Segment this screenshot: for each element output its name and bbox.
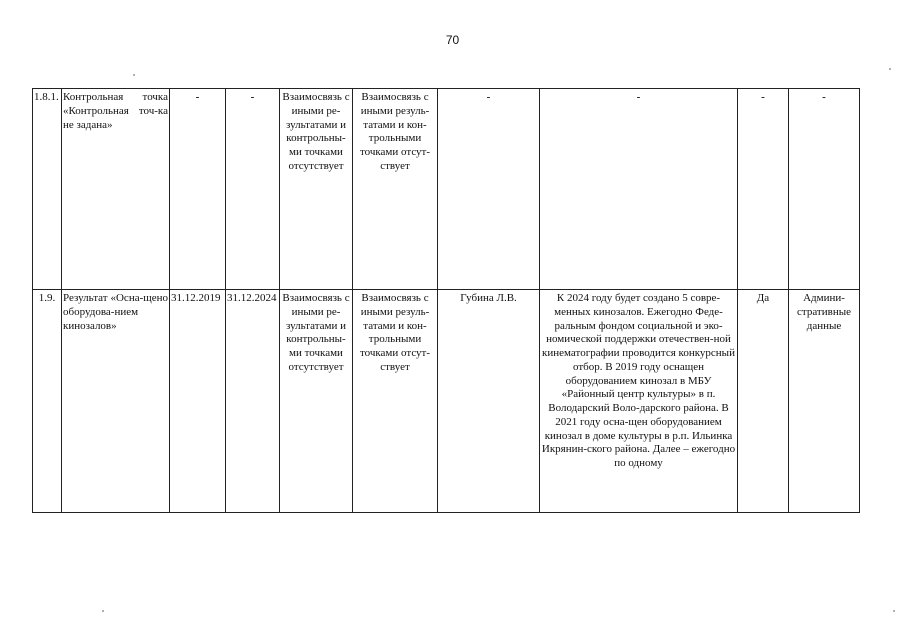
result-name-cell: Результат «Осна-щено оборудова-нием кинозалов» [62, 290, 170, 513]
control-point-name-cell: Контрольная точка «Контрольная точ-ка не задана» [62, 89, 170, 290]
page-number: 70 [445, 33, 460, 47]
link-results-cell: Взаимосвязь с иными ре-зультатами и контрольны-ми точками отсутствует [280, 290, 353, 513]
responsible-cell: - [438, 89, 540, 290]
end-date-cell: 31.12.2024 [226, 290, 280, 513]
row-number-cell: 1.8.1. [33, 89, 62, 290]
description-cell: К 2024 году будет создано 5 совре-менных кинозалов. Ежегодно Феде-ральным фондом социальной и эко-номической поддержки отечествен-ной кинематографии проводится конкурсный отбор. В 2019 году оснащен оборудованием кинозал в МБУ «Районный центр культуры» в п. Володарский Воло-дарского района. В 2021 году осна-щен оборудованием кинозал в доме культуры в р.п. Ильинка Икрянин-ского района. Далее – ежегодно по одному [540, 290, 738, 513]
scan-speck [893, 610, 895, 612]
source-cell: - [789, 89, 860, 290]
source-cell: Админи-стративные данные [789, 290, 860, 513]
start-date-cell: 31.12.2019 [170, 290, 226, 513]
scan-speck [133, 74, 135, 76]
scan-speck [889, 68, 891, 70]
scan-speck [102, 610, 104, 612]
link-points-cell: Взаимосвязь с иными резуль-татами и кон-трольными точками отсут-ствует [353, 89, 438, 290]
link-results-cell: Взаимосвязь с иными ре-зультатами и контрольны-ми точками отсутствует [280, 89, 353, 290]
flag-cell: - [738, 89, 789, 290]
responsible-cell: Губина Л.В. [438, 290, 540, 513]
table-row [33, 89, 860, 290]
table-row [33, 290, 860, 513]
start-date-cell: - [170, 89, 226, 290]
description-cell: - [540, 89, 738, 290]
flag-cell: Да [738, 290, 789, 513]
row-number-cell: 1.9. [33, 290, 62, 513]
end-date-cell: - [226, 89, 280, 290]
plan-table [32, 88, 860, 513]
link-points-cell: Взаимосвязь с иными резуль-татами и кон-трольными точками отсут-ствует [353, 290, 438, 513]
